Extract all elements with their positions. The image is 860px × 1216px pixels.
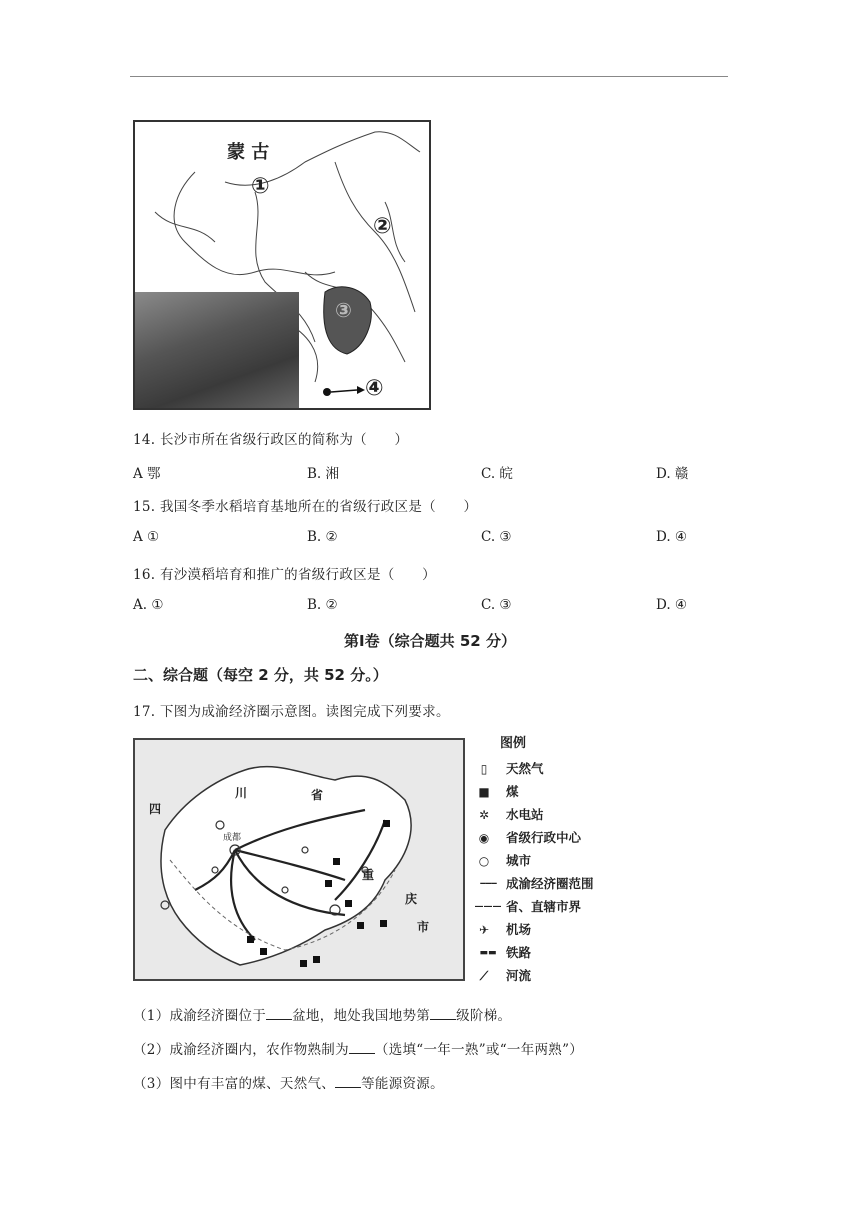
- q17-sub-2-part-a: （2）成渝经济圈内，农作物熟制为: [133, 1042, 349, 1058]
- part-title: 第Ⅰ卷（综合题共 52 分）: [344, 632, 516, 650]
- legend-label: 河流: [506, 968, 532, 983]
- map-label-sheng: 省: [311, 788, 324, 802]
- q14-option-d: D. 赣: [656, 466, 689, 482]
- legend-label: 省、直辖市界: [506, 899, 582, 914]
- border-line-icon: ———: [474, 902, 502, 912]
- map-label-qing: 庆: [405, 892, 418, 906]
- arrow-head: [357, 386, 365, 394]
- legend-title: 图例: [500, 736, 527, 751]
- marker-3: ③: [335, 298, 352, 322]
- q17-sub-1-part-a: （1）成渝经济圈位于: [133, 1008, 267, 1024]
- legend-item: [474, 760, 644, 778]
- legend-label: 煤: [506, 784, 519, 799]
- q17-sub-2: [133, 1038, 583, 1058]
- city-icon: ○: [478, 854, 490, 868]
- chengyu-region-map: [135, 740, 463, 979]
- question-15: 15. 我国冬季水稻培育基地所在的省级行政区是（ ）: [133, 499, 478, 515]
- q17-sub-1: [133, 1004, 511, 1024]
- map-label-chong: 重: [362, 868, 375, 882]
- question-17: 17. 下图为成渝经济圈示意图。读图完成下列要求。: [133, 704, 450, 720]
- marker-4: ④: [365, 376, 384, 401]
- question-16: 16. 有沙漠稻培育和推广的省级行政区是（ ）: [133, 567, 436, 583]
- legend-item: [474, 783, 644, 801]
- legend-item: [474, 852, 644, 870]
- legend-item: [474, 967, 644, 985]
- q15-option-b: B. ②: [307, 529, 338, 545]
- legend-item: [474, 875, 644, 893]
- map-label-si: 四: [149, 802, 162, 816]
- legend-item: [474, 921, 644, 939]
- map-legend: [474, 732, 644, 988]
- railway-icon: ▬▬: [479, 948, 497, 958]
- q17-sub-1-part-c: 级阶梯。: [456, 1008, 512, 1024]
- map-label-chuan: 川: [235, 786, 248, 800]
- legend-label: 天然气: [506, 761, 544, 776]
- map-label-shi: 市: [417, 920, 430, 934]
- q16-option-d: D. ④: [656, 597, 688, 613]
- q15-option-d: D. ④: [656, 529, 688, 545]
- q15-option-a: A ①: [133, 529, 160, 545]
- legend-item: [474, 806, 644, 824]
- q16-option-b: B. ②: [307, 597, 338, 613]
- legend-label: 成渝经济圈范围: [506, 876, 594, 891]
- legend-item: [474, 829, 644, 847]
- q17-sub-3-part-a: （3）图中有丰富的煤、天然气、: [133, 1076, 336, 1092]
- river-icon: ⟋: [479, 969, 489, 983]
- q17-sub-3-part-b: 等能源资源。: [361, 1076, 444, 1092]
- hydropower-icon: ✲: [478, 808, 490, 822]
- answer-blank[interactable]: [335, 1087, 361, 1088]
- farmer-photo: [135, 292, 299, 408]
- marker-2: ①: [251, 174, 270, 199]
- q14-option-a: A 鄂: [133, 466, 161, 482]
- map-label-chengdu: 成都: [223, 833, 242, 843]
- chengyu-map-figure: [133, 738, 465, 981]
- legend-label: 城市: [506, 853, 532, 868]
- answer-blank[interactable]: [266, 1019, 292, 1020]
- legend-label: 机场: [506, 922, 532, 937]
- mongolia-label: 蒙 古: [227, 142, 270, 163]
- answer-blank[interactable]: [349, 1053, 375, 1054]
- natural-gas-icon: ▯: [480, 762, 488, 776]
- legend-label: 铁路: [506, 945, 532, 960]
- marker-1: ②: [373, 214, 392, 239]
- answer-blank[interactable]: [430, 1019, 456, 1020]
- q17-sub-1-part-b: 盆地，地处我国地势第: [292, 1008, 431, 1024]
- airport-icon: ✈: [478, 923, 490, 937]
- q16-option-c: C. ③: [481, 597, 512, 613]
- china-map-figure: [133, 120, 431, 410]
- legend-item: [474, 898, 644, 916]
- q14-option-c: C. 皖: [481, 466, 513, 482]
- q17-sub-3: [133, 1072, 444, 1092]
- q14-option-b: B. 湘: [307, 466, 340, 482]
- coal-icon: ■: [478, 785, 490, 799]
- boundary-dashed-icon: ------: [479, 879, 497, 889]
- arrow-line: [331, 390, 357, 392]
- question-14: 14. 长沙市所在省级行政区的简称为（ ）: [133, 432, 409, 448]
- legend-label: 水电站: [506, 807, 544, 822]
- section-title: 二、综合题（每空 2 分，共 52 分。）: [133, 666, 388, 684]
- legend-item: [474, 944, 644, 962]
- hainan-dot: [323, 388, 331, 396]
- header-rule: [130, 76, 728, 77]
- capital-icon: ◉: [478, 831, 490, 845]
- legend-label: 省级行政中心: [506, 830, 582, 845]
- q16-option-a: A. ①: [133, 597, 164, 613]
- q15-option-c: C. ③: [481, 529, 512, 545]
- q17-sub-2-part-b: （选填“一年一熟”或“一年两熟”）: [374, 1042, 584, 1058]
